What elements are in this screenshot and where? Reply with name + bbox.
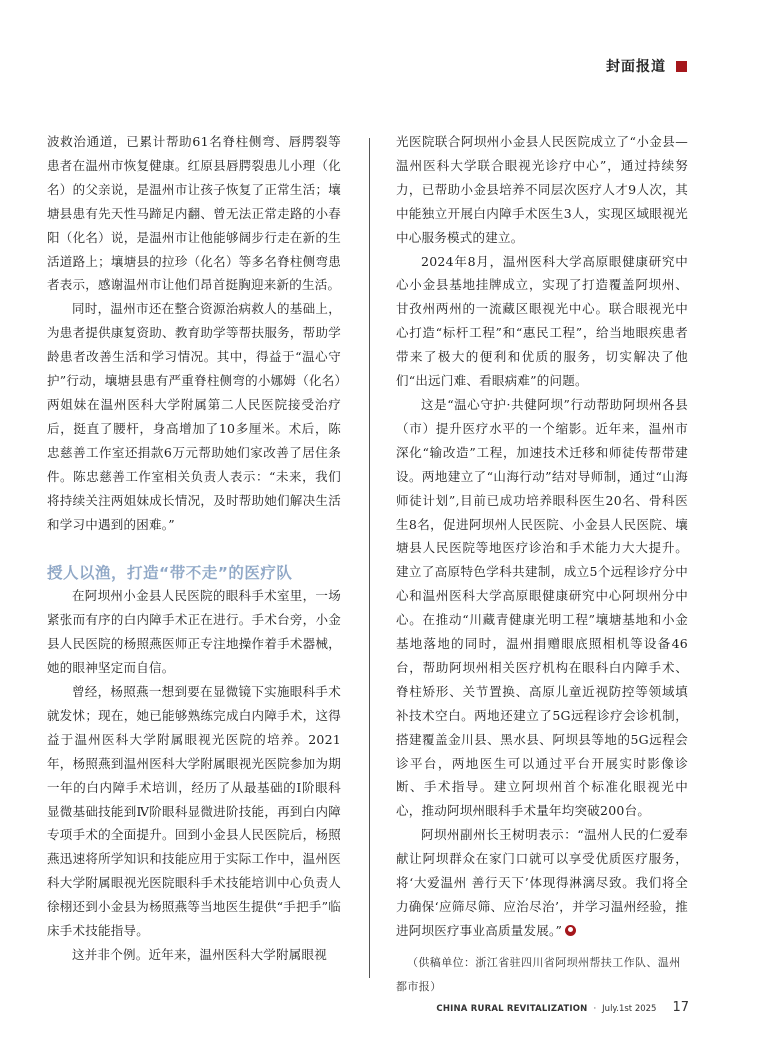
body-paragraph: 曾经，杨照燕一想到要在显微镜下实施眼科手术就发怵；现在，她已能够熟练完成白内障手术，这得益于温州医科大学附属眼视光医院的培养。2021年，杨照燕到温州医科大学附属眼视光医院参加为期一年的白内障手术培训，经历了从最基础的Ⅰ阶眼科显微基础技能到Ⅳ阶眼科显微进阶技能，再到白内障专项手术的全面提升。回到小金县人民医院后，杨照燕迅速将所学知识和技能应用于实际工作中，温州医科大学附属眼视光医院眼科手术技能培训中心负责人徐栩还到小金县为杨照燕等当地医生提供“手把手”临床手术技能指导。	[47, 684, 341, 939]
page-footer	[436, 1000, 689, 1015]
body-paragraph: 2024年8月，温州医科大学高原眼健康研究中心小金县基地挂牌成立，实现了打造覆盖阿坝州、甘孜州两州的一流藏区眼视光中心。联合眼视光中心打造“标杆工程”和“惠民工程”，给当地眼疾患者带来了极大的便利和优质的服务，切实解决了他们“出远门难、看眼病难”的问题。	[396, 253, 688, 389]
body-paragraph: 在阿坝州小金县人民医院的眼科手术室里，一场紧张而有序的白内障手术正在进行。手术台旁，小金县人民医院的杨照燕医师正专注地操作着手术器械，她的眼神坚定而自信。	[47, 588, 341, 676]
body-paragraph: 同时，温州市还在整合资源治病救人的基础上，为患者提供康复资助、教育助学等帮扶服务，帮助学龄患者改善生活和学习情况。其中，得益于“温心守护”行动，壤塘县患有严重脊柱侧弯的小娜姆（化名）两姐妹在温州医科大学附属第二人民医院接受治疗后，挺直了腰杆，身高增加了10多厘米。术后，陈忠慈善工作室还捐款6万元帮助她们家改善了居住条件。陈忠慈善工作室相关负责人表示：“未来，我们将持续关注两姐妹成长情况，及时帮助她们解决生活和学习中遇到的困难。”	[47, 301, 341, 532]
right-column	[396, 130, 688, 999]
issue-date: July.1st 2025	[602, 1004, 657, 1014]
body-paragraph: 波救治通道，已累计帮助61名脊柱侧弯、唇腭裂等患者在温州市恢复健康。红原县唇腭裂患儿小理（化名）的父亲说，是温州市让孩子恢复了正常生活；壤塘县患有先天性马蹄足内翻、曾无法正常走路的小春阳（化名）说，是温州市让他能够阔步行走在新的生活道路上；壤塘县的拉珍（化名）等多名脊柱侧弯患者表示，感谢温州市让他们昂首挺胸迎来新的生活。	[47, 134, 341, 293]
source-credit: （供稿单位：浙江省驻四川省阿坝州帮扶工作队、温州都市报）	[396, 955, 681, 993]
body-paragraph: 这是“温心守护·共健阿坝”行动帮助阿坝州各县（市）提升医疗水平的一个缩影。近年来，温州市深化“输改造”工程，加速技术迁移和师徒传帮带建设。两地建立了“山海行动”结对导师制，通过“山海师徒计划”,目前已成功培养眼科医生20名、骨科医生8名，促进阿坝州人民医院、小金县人民医院、壤塘县人民医院等地医疗诊治和手术能力大大提升。建立了高原特色学科共建制，成立5个远程诊疗分中心和温州医科大学高原眼健康研究中心阿坝州分中心。在推动“川藏青健康光明工程”壤塘基地和小金基地落地的同时，温州捐赠眼底照相机等设备46台，帮助阿坝州相关医疗机构在眼科白内障手术、脊柱矫形、关节置换、高原儿童近视防控等领域填补技术空白。两地还建立了5G远程诊疗会诊机制，搭建覆盖金川县、黑水县、阿坝县等地的5G远程会诊平台，两地医生可以通过平台开展实时影像诊断、手术指导。建立阿坝州首个标准化眼视光中心，推动阿坝州眼科手术量年均突破200台。	[396, 396, 688, 819]
section-header	[606, 56, 687, 76]
section-label: 封面报道	[606, 59, 666, 75]
section-marker-square-icon	[676, 61, 687, 72]
section-subheading: 授人以渔，打造“带不走”的医疗队	[47, 564, 293, 583]
column-divider	[369, 138, 370, 978]
page-number: 17	[672, 1000, 689, 1015]
quote-text: 阿坝州副州长王树明表示：“温州人民的仁爱奉献让阿坝群众在家门口就可以享受优质医疗服务，将‘大爱温州 善行天下’体现得淋漓尽致。我们将全力确保‘应筛尽筛、应治尽治’，并学习温州经验，推进阿坝医疗事业高质量发展。”	[396, 827, 688, 938]
body-paragraph: 这并非个例。近年来，温州医科大学附属眼视	[72, 947, 328, 962]
footer-separator: ·	[593, 1004, 597, 1014]
article-end-icon	[565, 925, 576, 936]
magazine-name: CHINA RURAL REVITALIZATION	[436, 1004, 588, 1014]
left-column	[47, 130, 341, 967]
body-paragraph: 光医院联合阿坝州小金县人民医院成立了“小金县—温州医科大学联合眼视光诊疗中心”，通过持续努力，已帮助小金县培养不同层次医疗人才9人次，其中能独立开展白内障手术医生3人，实现区域眼视光中心服务模式的建立。	[396, 134, 688, 245]
quote-paragraph	[396, 823, 688, 943]
